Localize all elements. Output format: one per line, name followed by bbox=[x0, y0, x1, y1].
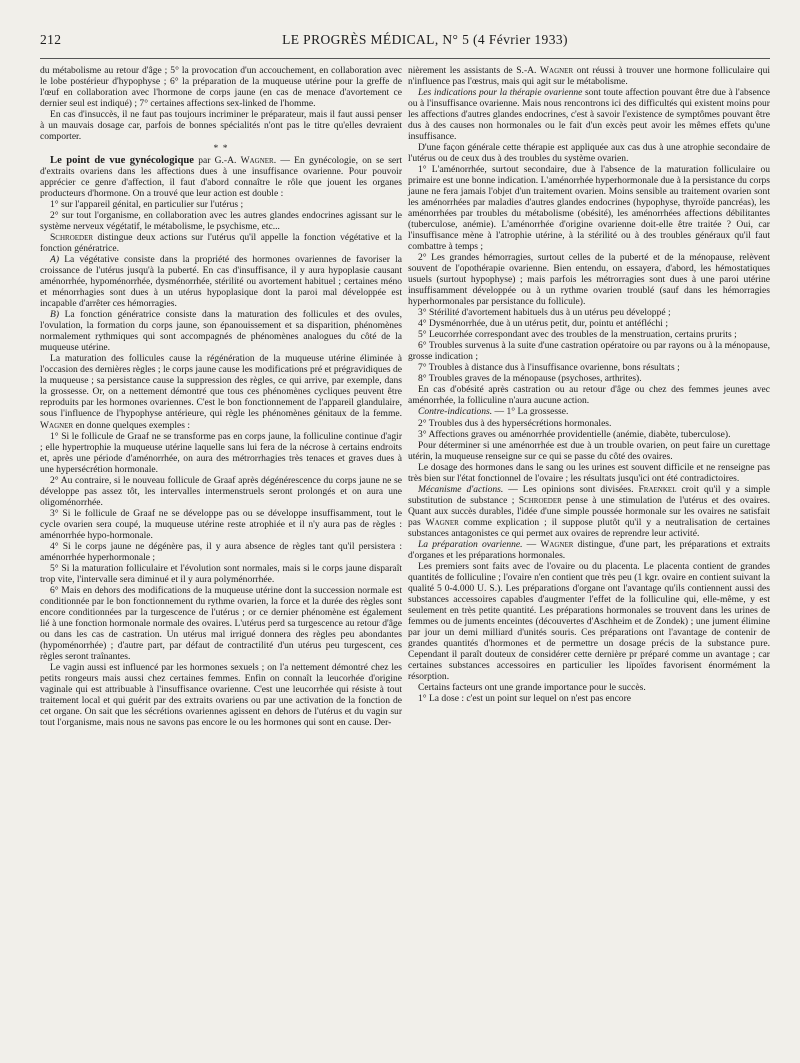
paragraph: 2° Au contraire, si le nouveau follicule de Graaf après dégénérescence du corps jaune ne se développe pas assez tôt, les intervalles intermenstruels seront prolongés et on aura une oligoménorrhée. bbox=[40, 474, 402, 508]
section-heading: Le point de vue gynécologique bbox=[50, 155, 194, 167]
author-name: Wagner bbox=[540, 65, 574, 76]
paragraph-text: La maturation des follicules cause la régénération de la muqueuse utérine éliminée à l'occasion des dernières règles ; le corps jaune cause les modifications pré et prégravidiques de la muqueuse ; sa persistance cause la suppression des règles, ce qui arrive, par exemple, dans la grossesse. Or, on a nettement démontré que tous ces phénomènes cycliques peuvent être reproduits par les hormones ovariennes. C'est le bon fonctionnement de l'appareil glandulaire, sous l'influence de l'hypophyse antérieure, qui règle les phénomènes génitaux de la femme. bbox=[40, 353, 402, 420]
paragraph: 2° Troubles dus à des hypersécrétions hormonales. bbox=[418, 417, 612, 429]
paragraph: 1° La dose : c'est un point sur lequel on n'est pas encore bbox=[418, 692, 631, 704]
paragraph: 7° Troubles à distance dus à l'insuffisance ovarienne, bons résultats ; bbox=[418, 362, 680, 374]
section-text: . — En gynécologie, on se sert d'extraits ovariens dans les affections dues à une insuffisance ovarienne. Pour pouvoir apprécier ce genre d'affection, il faut d'abord connaître le rôle que jouent les organes producteurs d'hormone. On a trouvé que leur action est double : bbox=[40, 155, 402, 200]
paragraph: 1° sur l'appareil génital, en particulier sur l'utérus ; bbox=[50, 199, 244, 211]
paragraph-text: nièrement les assistants de S.-A. bbox=[408, 65, 540, 76]
running-head bbox=[40, 28, 770, 50]
paragraph-text: en donne quelques exemples : bbox=[73, 419, 191, 431]
paragraph: 3° Affections graves ou aménorrhée providentielle (anémie, diabète, tuberculose). bbox=[418, 428, 731, 440]
paragraph bbox=[40, 232, 402, 254]
paragraph: 6° Mais en dehors des modifications de la muqueuse utérine dont la succession normale est conditionnée par le bon fonctionnement du rythme ovarien, la force et la durée des règles sont encore conditionnées par la turgescence de l'utérus ; or ce dernier phénomène est également lié à une fonction hormonale normale des ovaires. L'utérus perd sa turgescence au retour d'âge ou dans les cas de castration. Un utérus mal irrigué donnera des règles peu abondantes (hypoménorrhée) ; d'autre part, par défaut de contractilité d'un utérus peu turgescent, ces règles seront traînantes. bbox=[40, 584, 402, 662]
paragraph: 1° Si le follicule de Graaf ne se transforme pas en corps jaune, la folliculine continue d'agir ; elle hypertrophie la muqueuse utérine laquelle sans lui fera de la nécrose à certains endroits et, après une période d'aménorrhée, on aura des métrorrhagies très tenaces et graves dues à une hypersécrétion hormonale. bbox=[40, 430, 402, 475]
right-column bbox=[408, 65, 770, 728]
paragraph-text: distingue, d'une part, les préparations et extraits d'organes et les préparations hormonales. bbox=[408, 538, 771, 561]
section-intro bbox=[40, 155, 402, 199]
paragraph bbox=[408, 539, 770, 561]
paragraph-text: sont toute affection pouvant être due à l'absence ou à l'insuffisance ovarienne. Mais nous rencontrons ici des difficultés qui existent moins pour les affections d'autres glandes endocrines, c'est à savoir l'existence de symptômes pouvant être dus à des causes non hormonales ou le fait d'un excès peut avoir les mêmes effets qu'une insuffisance. bbox=[408, 87, 770, 143]
paragraph-text: croit qu'il y a simple substitution de substance ; bbox=[408, 483, 770, 506]
paragraph: 1° L'aménorrhée, surtout secondaire, due à l'absence de la maturation folliculaire ou primaire est une bonne indication. L'aménorrhée hyperhormonale due à la persistance du corps jaune ne fera jamais l'objet d'un traitement ovarien. Moins sensible au traitement ovarien sont les aménorrhées par maladies d'autres glandes endocrines (hypophyse, thyroïde pancréas), les aménorrhées par troubles du métabolisme (obésité), les aménorrhées affections débilitantes (tuberculose, anémie). L'aménorrhée d'origine ovarienne doit-elle être traitée ? Oui, car l'insuffisance mène à l'atrophie utérine, à la stérilité ou à des troubles généraux qu'il faut combattre à temps ; bbox=[408, 164, 770, 253]
paragraph bbox=[408, 65, 770, 87]
paragraph: Le dosage des hormones dans le sang ou les urines est souvent difficile et ne renseigne pas très bien sur l'état fonctionnel de l'ovaire ; les résultats jusqu'ici ont été contradictoires. bbox=[408, 461, 770, 484]
page-number: 212 bbox=[40, 32, 62, 47]
paragraph bbox=[40, 353, 402, 430]
paragraph bbox=[40, 309, 402, 353]
paragraph: 5° Leucorrhée correspondant avec des troubles de la menstruation, certains prurits ; bbox=[418, 329, 737, 341]
paragraph-text: comme explication ; il suppose plutôt qu'il y a neutralisation de certaines substances antagonistes ce qui permet aux ovaires de reprendre leur activité. bbox=[408, 516, 770, 539]
left-column bbox=[40, 65, 402, 728]
columns bbox=[40, 65, 770, 728]
author-name: Wagner bbox=[240, 155, 274, 167]
paragraph: Pour déterminer si une aménorrhée est due à un trouble ovarien, on peut faire un curettage utérin, la muqueuse renseigne sur ce qui se passe du côté des ovaires. bbox=[408, 439, 770, 462]
paragraph-text: pense à une stimulation de l'utérus et des ovaires. Quant aux succès durables, l'idée d'une simple poussée hormonale sur les ovaires ne satisfait pas bbox=[408, 494, 770, 528]
paragraph: 6° Troubles survenus à la suite d'une castration opératoire ou par rayons ou à la ménopause, grosse indication ; bbox=[408, 340, 770, 363]
subheading: La préparation ovarienne. bbox=[418, 538, 523, 550]
paragraph: 4° Dysménorrhée, due à un utérus petit, dur, pointu et antéfléchi ; bbox=[418, 318, 668, 330]
paragraph-text: — Les opinions sont divisées. bbox=[503, 483, 639, 495]
paragraph-text: La fonction génératrice consiste dans la maturation des follicules et des ovules, l'ovulation, la formation du corps jaune, son épanouissement et sa disparition, phénomènes normalement rythmiques qui sont accompagnés de phénomènes analogues du côté de la muqueuse utérine. bbox=[40, 309, 402, 354]
byline: par G.-A. bbox=[193, 155, 241, 167]
paragraph: En cas d'obésité après castration ou au retour d'âge ou chez des femmes jeunes avec aménorrhée, la folliculine n'aura aucune action. bbox=[408, 384, 770, 407]
paragraph: 2° Les grandes hémorragies, surtout celles de la puberté et de la ménopause, relèvent souvent de l'opothérapie ovarienne. Bien entendu, on essayera, d'abord, les hémostatiques usuels (surtout hypophyse) ; mais parfois les métrorragies sont dues à une paroi utérine insuffisamment développée ou à un rythme ovarien troublé (sauf dans les hémorragies hyperhormonales par persistance du follicule). bbox=[408, 252, 770, 308]
author-name: Schroeder bbox=[50, 232, 94, 244]
subheading: Contre-indications. bbox=[418, 406, 493, 418]
paragraph bbox=[40, 254, 402, 309]
journal-title: LE PROGRÈS MÉDICAL, N° 5 (4 Février 1933) bbox=[282, 32, 568, 47]
paragraph: 4° Si le corps jaune ne dégénère pas, il y aura absence de règles tant qu'il persistera : aménorrhée hyperhormonale ; bbox=[40, 540, 402, 563]
paragraph bbox=[408, 406, 770, 417]
paragraph: Les premiers sont faits avec de l'ovaire ou du placenta. Le placenta contient de grandes quantités de folliculine ; l'ovaire n'en contient que très peu (1 kgr. ovaire en contient suivant la qualité 5 0-4.000 U. S.). Les préparations d'organe ont l'avantage qu'ils contiennent aussi des substances accessoires capables d'augmenter l'effet de la folliculine qui, elle-même, y est seulement en très petite quantité. Les préparations hormonales se trouvent dans les urines de femmes ou de juments enceintes (découvertes d'Aschheim et de Zondek) ; une jument élimine par jour un demi milliard d'unités souris. Ces préparations ont l'avantage de contenir de grandes quantités d'hormones et de permettre un dosage précis de la substance pure. Cependant il paraît douteux de considérer cette dernière pr préparé comme un avantage ; car certaines substances accessoires en particulier les lipoïdes favorisent énormément la résorption. bbox=[408, 560, 770, 682]
paragraph: 2° sur tout l'organisme, en collaboration avec les autres glandes endocrines agissant sur le système nerveux végétatif, le métabolisme, le psychisme, etc... bbox=[40, 210, 402, 233]
paragraph-text: ont réussi à trouver une hormone folliculaire qui n'influence pas l'œstrus, mais qui agit sur le métabolisme. bbox=[408, 65, 770, 88]
paragraph: 3° Si le follicule de Graaf ne se développe pas ou se développe insuffisamment, tout le cycle ovarien sera coupé, la muqueuse utérine reste atrophiée et il n'y aura pas de règles : aménorrhée hypo-hormonale. bbox=[40, 507, 402, 541]
section-separator: * * bbox=[213, 143, 229, 155]
header-rule bbox=[40, 58, 770, 59]
list-marker: B) bbox=[50, 309, 60, 321]
paragraph-text: — bbox=[522, 538, 541, 550]
paragraph: 5° Si la maturation folliculaire et l'évolution sont normales, mais si le corps jaune disparaît trop vite, l'intervalle sera diminué et il y aura polyménorrhée. bbox=[40, 562, 402, 585]
paragraph bbox=[408, 87, 770, 142]
author-name: Wagner bbox=[425, 516, 459, 528]
paragraph-text: distingue deux actions sur l'utérus qu'il appelle la fonction végétative et la fonction génératrice. bbox=[40, 232, 402, 255]
author-name: Wagner bbox=[540, 538, 574, 550]
author-name: Fraenkel bbox=[638, 483, 677, 495]
paragraph: D'une façon générale cette thérapie est appliquée aux cas dus à une atrophie secondaire de l'utérus ou de ceux dus à des troubles du système ovarien. bbox=[408, 142, 770, 165]
paragraph: Le vagin aussi est influencé par les hormones sexuels ; on l'a nettement démontré chez les petits rongeurs mais aussi chez certaines femmes. Enfin on connaît la leucorhée d'origine vaginale qui est attribuable à l'insuffisance ovarienne. C'est une leucorrhée qui résiste à tout traitement local et qui guérit par des extraits ovariens ou par une activation de la fonction de cet organe. On sait que les sécrétions ovariennes agissent en dehors de l'utérus et du vagin sur tout l'organisme, mais nous ne savons pas encore le ou les hormones qui sont en cause. Der- bbox=[40, 661, 402, 728]
paragraph: Certains facteurs ont une grande importance pour le succès. bbox=[418, 681, 646, 693]
author-name: Wagner bbox=[40, 419, 74, 431]
paragraph: En cas d'insuccès, il ne faut pas toujours incriminer le préparateur, mais il faut aussi penser à un mauvais dosage car, parfois de bonnes spécialités n'ont pas le titre qu'elles devraient comporter. bbox=[40, 109, 402, 143]
subheading: Mécanisme d'actions. bbox=[418, 483, 504, 495]
subheading: Les indications pour la thérapie ovarienne bbox=[418, 87, 583, 99]
author-name: Schroeder bbox=[518, 494, 562, 506]
paragraph-text: La végétative consiste dans la propriété des hormones ovariennes de favoriser la croissance de l'utérus jusqu'à la puberté. En cas d'insuffisance, il y aura hypoplasie causant aménorrhée, hypoménorrhée, dysménorrhée, stérilité ou avortement habituel ; certaines méno et ménorrhagies sont dues à un utérus hypoplasique dont la paroi mal développée est incapable d'arrêter ces hémorragies. bbox=[40, 254, 402, 310]
paragraph bbox=[408, 484, 770, 539]
paragraph-text: — 1° La grossesse. bbox=[492, 406, 569, 418]
paragraph: 8° Troubles graves de la ménopause (psychoses, arthrites). bbox=[418, 373, 642, 385]
paragraph: du métabolisme au retour d'âge ; 5° la provocation d'un accouchement, en collaboration avec le lobe postérieur d'hypophyse ; 6° la préparation de la muqueuse utérine pour la greffe de l'œuf en collaboration avec l'hormone de corps jaune (en cas de menace d'avortement ce dernier seul est indiqué) ; 7° certaines affections sex-linked de l'homme. bbox=[40, 65, 402, 110]
list-marker: A) bbox=[50, 254, 60, 266]
paragraph: 3° Stérilité d'avortement habituels dus à un utérus peu développé ; bbox=[418, 307, 671, 319]
